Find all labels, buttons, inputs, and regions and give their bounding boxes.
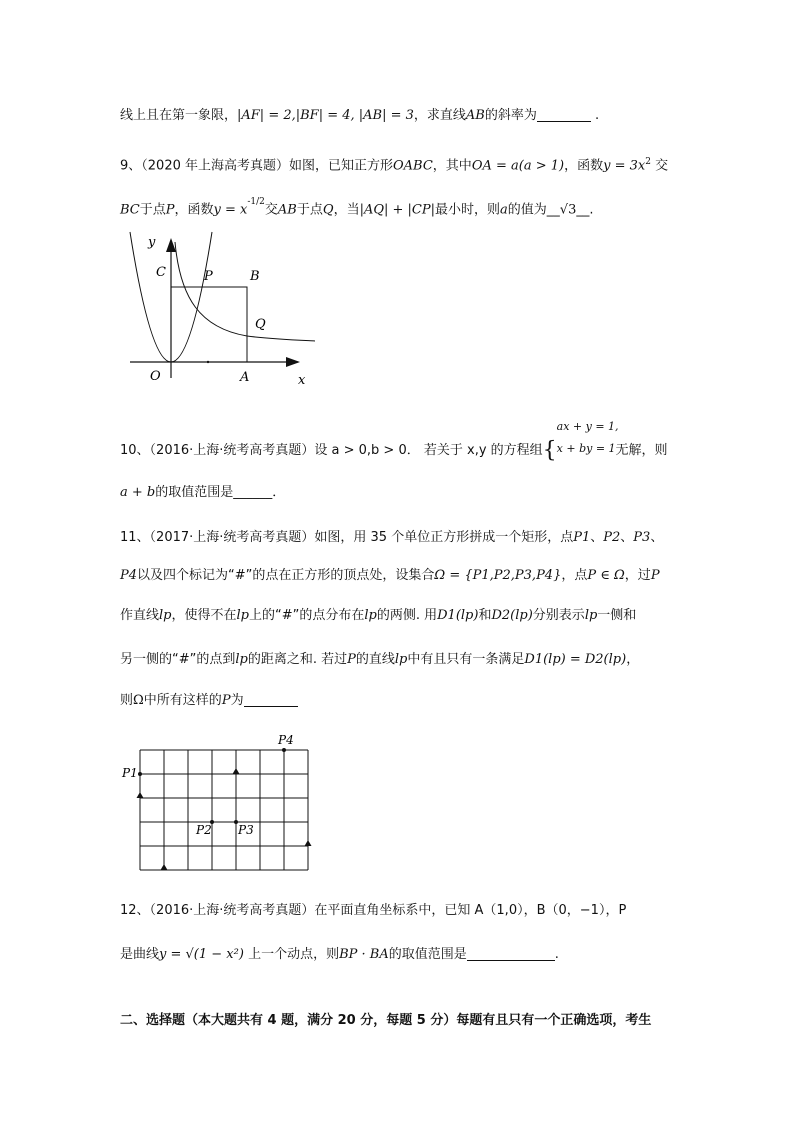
label-p2: P2 [196,823,212,837]
q11-omega: Ω = {P1,P2,P3,P4} [434,568,562,583]
q11-l3c: 上的“#”的点分布在 [249,608,365,623]
q9-t9: 最小时，则 [435,202,501,218]
q9-line-1: 9、（2020 年上海高考真题）如图，已知正方形OABC，其中OA = a(a > 1)，函数$y = 3x^2$ 交 [120,157,669,174]
q9-t7: 于点 [296,202,323,218]
q11-p3: P3 [633,530,651,545]
label-q: Q [255,317,266,332]
q9-bc: BC [120,202,140,218]
q11-deq: D1(lp) = D2(lp) [524,652,627,667]
q11-l4d: 中有且只有一条满足 [407,652,525,667]
q11-l3f: 分别表示 [532,608,585,623]
q9-t4: 于点 [139,202,166,218]
q8-tail-line [120,106,599,126]
x-tick-dot [207,361,209,363]
q10-eq1: ax + y = 1, [556,419,619,433]
q9-oabc: OABC [393,158,433,174]
q11-lp-5: lp [235,652,248,667]
q11-p2: P2 [603,530,621,545]
q9-t3: 交 [655,158,669,174]
q11-line-3 [120,606,636,626]
q12-curve: y = √(1 − x²) [159,947,244,962]
q11-pp: P [650,568,660,583]
label-b: B [250,269,260,284]
q10-line-1: 10、（2016·上海·统考高考真题）设 a > 0,b > 0． 若关于 x,y 的方程组{ ax + y = 1, x + by = 1无解，则 [120,419,668,463]
q11-l3b: ，使得不在 [171,608,237,623]
q11-line-4 [120,650,639,670]
q8-answer-blank [537,107,591,122]
label-y: y [148,235,156,250]
y-axis-arrow [166,238,176,252]
q11-lp-3: lp [364,608,377,623]
q10-line-2 [120,483,285,503]
q12-line-2 [120,945,559,965]
label-a: A [240,370,250,385]
q10-suffix: 无解，则 [615,443,668,458]
q12-answer-blank [467,946,555,961]
q11-l4e: ， [626,652,640,667]
q8-end: 的斜率为 [484,108,537,123]
q11-l4a: 另一侧的“#”的点到 [120,652,236,667]
q10-system [556,419,619,456]
q11-pin: P ∈ Ω [587,568,625,583]
label-p4: P4 [278,733,294,747]
q11-d1: D1(lp) [437,608,479,623]
q9-answer: √3 [559,202,577,218]
power-curve [175,242,315,341]
q11-lp-1: lp [159,608,172,623]
q10-eq2: x + by = 1 [556,441,616,455]
q9-t2: ，函数 [564,158,604,174]
x-axis-arrow [286,357,300,367]
q9-ab: AB [277,202,297,218]
q11-p-final: P [221,693,231,708]
q12-l2a: 是曲线 [120,947,160,962]
hash-mark-4 [161,864,168,870]
label-p: P [204,269,213,284]
q8-lead: 线上且在第一象限， [120,108,238,123]
q9-figure [120,228,330,398]
hash-mark-2 [233,768,240,774]
q9-q: Q [322,202,334,218]
q11-answer-blank [244,692,298,707]
q12-l2c: 的取值范围是 [388,947,467,962]
point-p4 [282,748,286,752]
q11-l3d: 的两侧. 用 [376,608,438,623]
q11-p-mention: P [347,652,356,667]
q11-l4b: 的距离之和. 若过 [247,652,348,667]
q12-line-1 [120,901,626,921]
q9-prefix: 9、（2020 年上海高考真题）如图，已知正方形 [120,158,393,174]
label-p3: P3 [238,823,254,837]
q9-t1: ，其中 [432,158,472,174]
q9-t6: 交 [264,202,278,218]
q11-omg: Ω [133,693,144,708]
q11-d2: D2(lp) [491,608,533,623]
q8-ab: AB [465,108,485,123]
q11-sep-1: 、 [590,530,604,545]
q10-tail: 的取值范围是______． [155,485,286,500]
q11-lp-2: lp [236,608,249,623]
section-2-text: 二、选择题（本大题共有 4 题，满分 20 分，每题 5 分）每题有且只有一个正确选项，考生 [120,1013,652,1028]
q10-prefix: 10、（2016·上海·统考高考真题）设 a > 0,b > 0． 若关于 x,y 的方程组 [120,443,543,458]
q11-sep-2: 、 [620,530,634,545]
q9-expr: |AQ| + |CP| [359,202,435,218]
label-p1: P1 [122,766,138,780]
q9-f1: y = 3x [603,158,646,174]
q11-lp-4: lp [584,608,598,623]
q11-l4c: 的直线 [355,652,395,667]
q8-condition: |AF| = 2,|BF| = 4, |AB| = 3 [237,108,414,123]
hash-mark-1 [137,792,144,798]
q11-l2a: 以及四个标记为“#”的点在正方形的顶点处，设集合 [137,568,435,583]
label-o: O [150,369,161,384]
q9-t11: __. [576,202,594,218]
q11-sep-3: 、 [650,530,664,545]
q9-f2: y = x [213,202,248,218]
q10-expr: a + b [120,485,156,500]
q12-tail: . [554,947,559,962]
square-oabc [171,287,247,362]
q11-line-5 [120,691,298,711]
label-x: x [298,373,306,388]
q9-t5: ，函数 [174,202,214,218]
q9-p: P [165,202,175,218]
q9-t8: ，当 [333,202,360,218]
q11-l3e: 和 [478,608,492,623]
q12-l1: 12、（2016·上海·统考高考真题）在平面直角坐标系中，已知 A（1,0），B（0，−1），P [120,903,627,918]
q11-l5a: 则 [120,693,134,708]
q9-t10: 的值为__ [507,202,560,218]
q9-line-2 [120,196,594,220]
q9-exp: -1/2 [247,197,265,207]
label-c: C [156,265,166,280]
q11-grid-figure [118,730,318,875]
q11-l3g: 一侧和 [597,608,637,623]
q9-a: a [500,202,508,218]
q11-line-2 [120,566,660,586]
q8-tail: . [595,108,600,123]
q11-line-1 [120,528,663,548]
q11-lp-6: lp [394,652,408,667]
q11-l2b: ，点 [561,568,588,583]
q11-l1: 11、（2017·上海·统考高考真题）如图，用 35 个单位正方形拼成一个矩形，点 [120,530,574,545]
section-2-heading [120,1011,651,1031]
q11-p4: P4 [120,568,138,583]
q11-l2c: ，过 [624,568,651,583]
q11-l5c: 为 [230,693,244,708]
hash-mark-3 [305,840,312,846]
q8-mid: ，求直线 [413,108,466,123]
q12-l2b: 上一个动点，则 [248,947,340,962]
point-p1 [138,772,142,776]
grid-lines [140,750,308,870]
q12-dot-product: BP · BA [339,947,389,962]
q9-cond: OA = a(a > 1) [471,158,565,174]
q11-l5b: 中所有这样的 [143,693,222,708]
q11-l3a: 作直线 [120,608,160,623]
q11-p1: P1 [573,530,591,545]
